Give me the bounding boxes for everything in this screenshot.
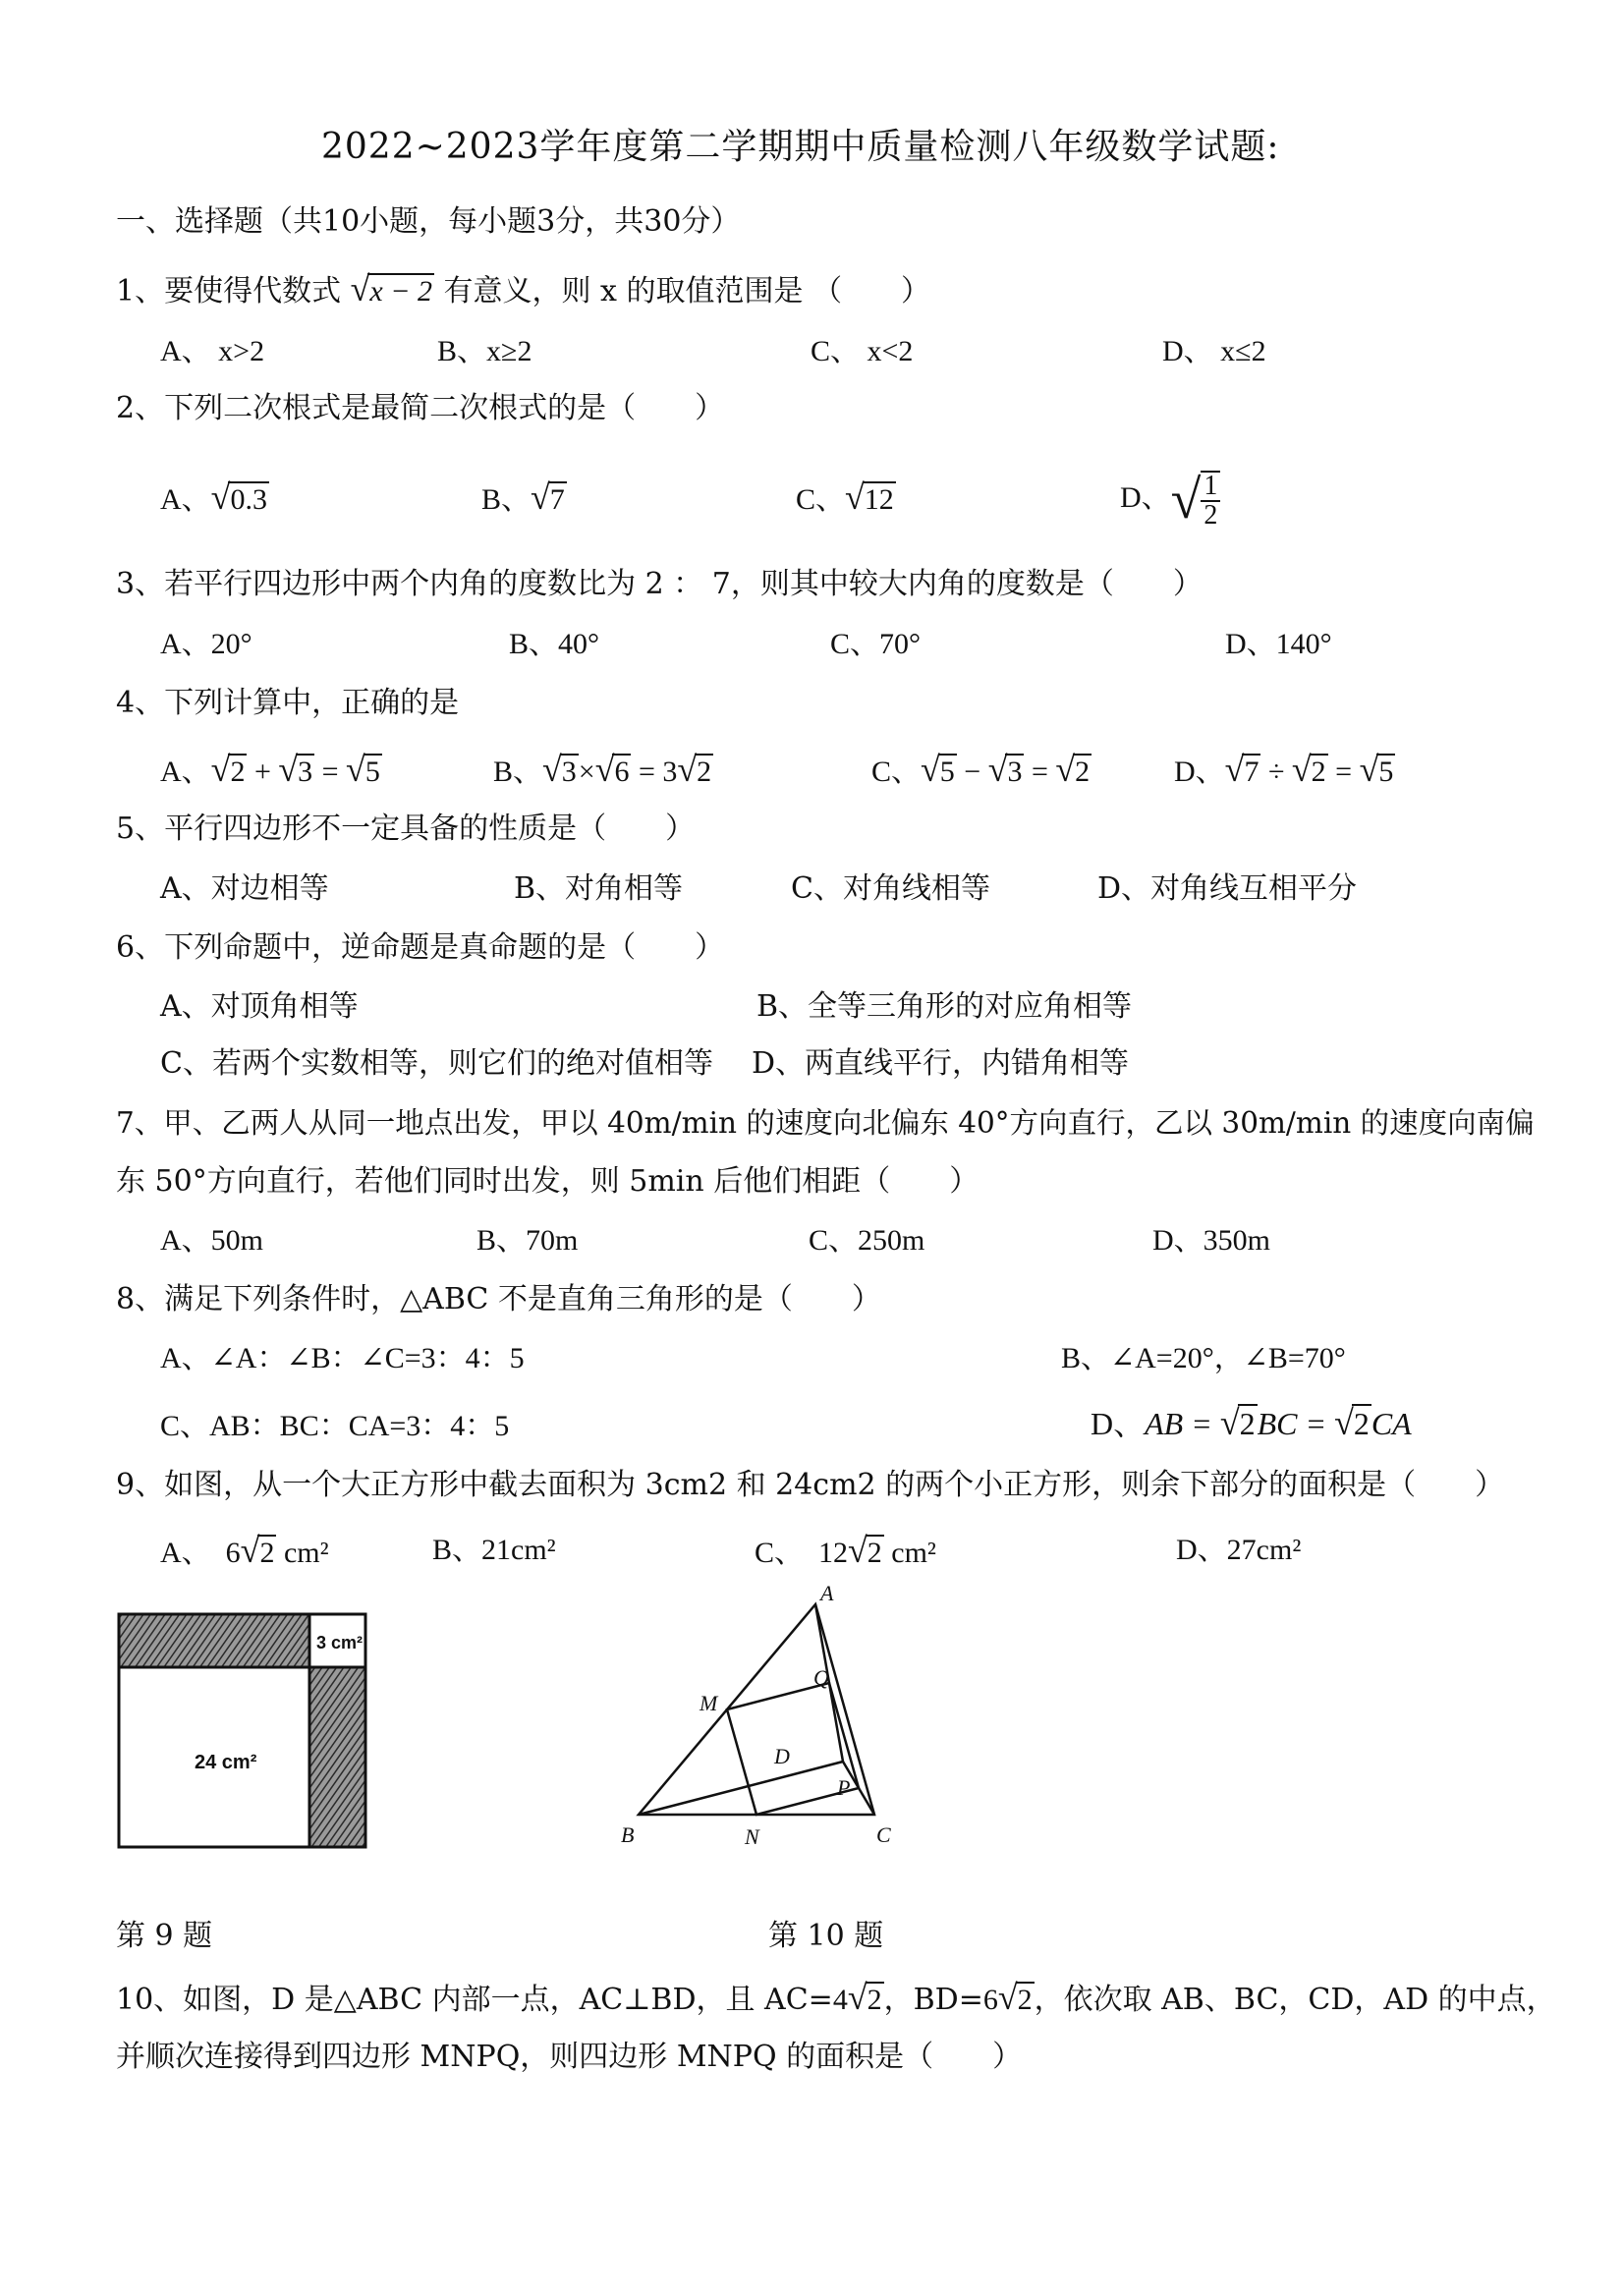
label-c: C	[876, 1822, 891, 1847]
figure-9-caption: 第 9 题	[116, 1919, 213, 1953]
page-title: 2022~2023学年度第二学期期中质量检测八年级数学试题:	[321, 127, 1280, 167]
question-10-line-2: 并顺次连接得到四边形 MNPQ，则四边形 MNPQ 的面积是（ ）	[116, 2040, 1023, 2074]
q9-option-d: D、27cm²	[1176, 1534, 1302, 1566]
question-3: 3、若平行四边形中两个内角的度数比为 2 ： 7，则其中较大内角的度数是（ ）	[116, 567, 1203, 601]
q7-option-a: A、50m	[160, 1224, 263, 1257]
q5-option-d: D、对角线互相平分	[1097, 871, 1358, 906]
question-9: 9、如图，从一个大正方形中截去面积为 3cm2 和 24cm2 的两个小正方形，则余下部分的面积是（ ）	[116, 1468, 1505, 1502]
q2-option-b: B、√7	[481, 477, 565, 517]
q4-option-d: D、√7 ÷ √2 = √5	[1174, 750, 1394, 789]
q6-option-c: C、若两个实数相等，则它们的绝对值相等	[160, 1046, 713, 1081]
q9-option-b: B、21cm²	[432, 1534, 556, 1566]
label-a: A	[820, 1581, 834, 1605]
q9-option-a: A、 6√2 cm²	[160, 1531, 329, 1570]
q5-option-c: C、对角线相等	[791, 871, 990, 906]
q4-option-b: B、√3×√6 = 3√2	[493, 750, 712, 789]
q5-option-b: B、对角相等	[514, 871, 684, 906]
figure-9	[116, 1611, 371, 1852]
q1-option-c: C、 x<2	[811, 335, 914, 367]
segment-bd	[639, 1762, 843, 1815]
q9-option-c: C、 12√2 cm²	[755, 1531, 936, 1570]
question-2: 2、下列二次根式是最简二次根式的是（ ）	[116, 391, 725, 425]
small-square-label: 3 cm²	[316, 1633, 364, 1652]
q4-option-c: C、√5 − √3 = √2	[871, 750, 1091, 789]
q3-option-c: C、70°	[830, 628, 922, 660]
q8-option-b: B、∠A=20°，∠B=70°	[1061, 1342, 1346, 1374]
label-p: P	[837, 1775, 851, 1800]
q1-option-b: B、x≥2	[437, 335, 532, 367]
q1-option-d: D、 x≤2	[1162, 335, 1266, 367]
q1-pre: 1、要使得代数式	[116, 274, 342, 308]
shaded-strip-right	[309, 1667, 365, 1847]
q6-option-a: A、对顶角相等	[160, 989, 359, 1024]
q2-option-a: A、√0.3	[160, 477, 267, 517]
label-q: Q	[813, 1665, 829, 1690]
q3-option-d: D、140°	[1225, 628, 1332, 660]
question-6: 6、下列命题中，逆命题是真命题的是（ ）	[116, 930, 725, 965]
q8-option-d: D、AB = √2BC = √2CA	[1091, 1403, 1412, 1442]
question-8: 8、满足下列条件时，△ABC 不是直角三角形的是（ ）	[116, 1282, 881, 1316]
q6-option-b: B、全等三角形的对应角相等	[756, 989, 1133, 1024]
q4-option-a: A、√2 + √3 = √5	[160, 750, 380, 789]
q6-option-d: D、两直线平行，内错角相等	[752, 1046, 1130, 1081]
q1-post: 有意义，则 x 的取值范围是	[443, 274, 804, 308]
label-d: D	[774, 1744, 790, 1768]
question-7-line-2: 东 50°方向直行，若他们同时出发，则 5min 后他们相距（ ）	[116, 1164, 979, 1199]
q7-option-d: D、350m	[1152, 1224, 1270, 1257]
question-4: 4、下列计算中，正确的是	[116, 686, 460, 720]
figure-10	[609, 1581, 914, 1862]
question-10-line-1: 10、如图，D 是△ABC 内部一点，AC⊥BD，且 AC=4√2，BD=6√2，依次取 AB、BC，CD，AD 的中点，	[116, 1978, 1556, 2017]
question-5: 5、平行四边形不一定具备的性质是（ ）	[116, 812, 696, 846]
label-n: N	[745, 1824, 759, 1849]
q2-option-c: C、√12	[796, 477, 894, 517]
q2-option-d: D、√ $\frac{1}{2}$	[1120, 464, 1220, 534]
q5-option-a: A、对边相等	[160, 871, 329, 906]
q1-sqrt: √x − 2	[350, 269, 432, 308]
q7-option-c: C、250m	[809, 1224, 925, 1257]
q1-option-a: A、 x>2	[160, 335, 265, 367]
figure-10-caption: 第 10 题	[768, 1919, 884, 1953]
q7-option-b: B、70m	[476, 1224, 579, 1257]
label-m: M	[700, 1691, 718, 1715]
q8-option-c: C、AB：BC：CA=3：4：5	[160, 1410, 510, 1442]
question-1	[116, 271, 930, 309]
q8-option-a: A、∠A：∠B：∠C=3：4：5	[160, 1342, 525, 1374]
section-heading: 一、选择题（共10小题，每小题3分，共30分）	[116, 204, 741, 239]
q3-option-b: B、40°	[509, 628, 600, 660]
big-square-label: 24 cm²	[195, 1752, 257, 1773]
question-7-line-1: 7、甲、乙两人从同一地点出发，甲以 40m/min 的速度向北偏东 40°方向直行，乙以 30m/min 的速度向南偏	[116, 1106, 1535, 1140]
q1-paren: （ ）	[812, 274, 931, 308]
label-b: B	[621, 1822, 635, 1847]
q3-option-a: A、20°	[160, 628, 252, 660]
